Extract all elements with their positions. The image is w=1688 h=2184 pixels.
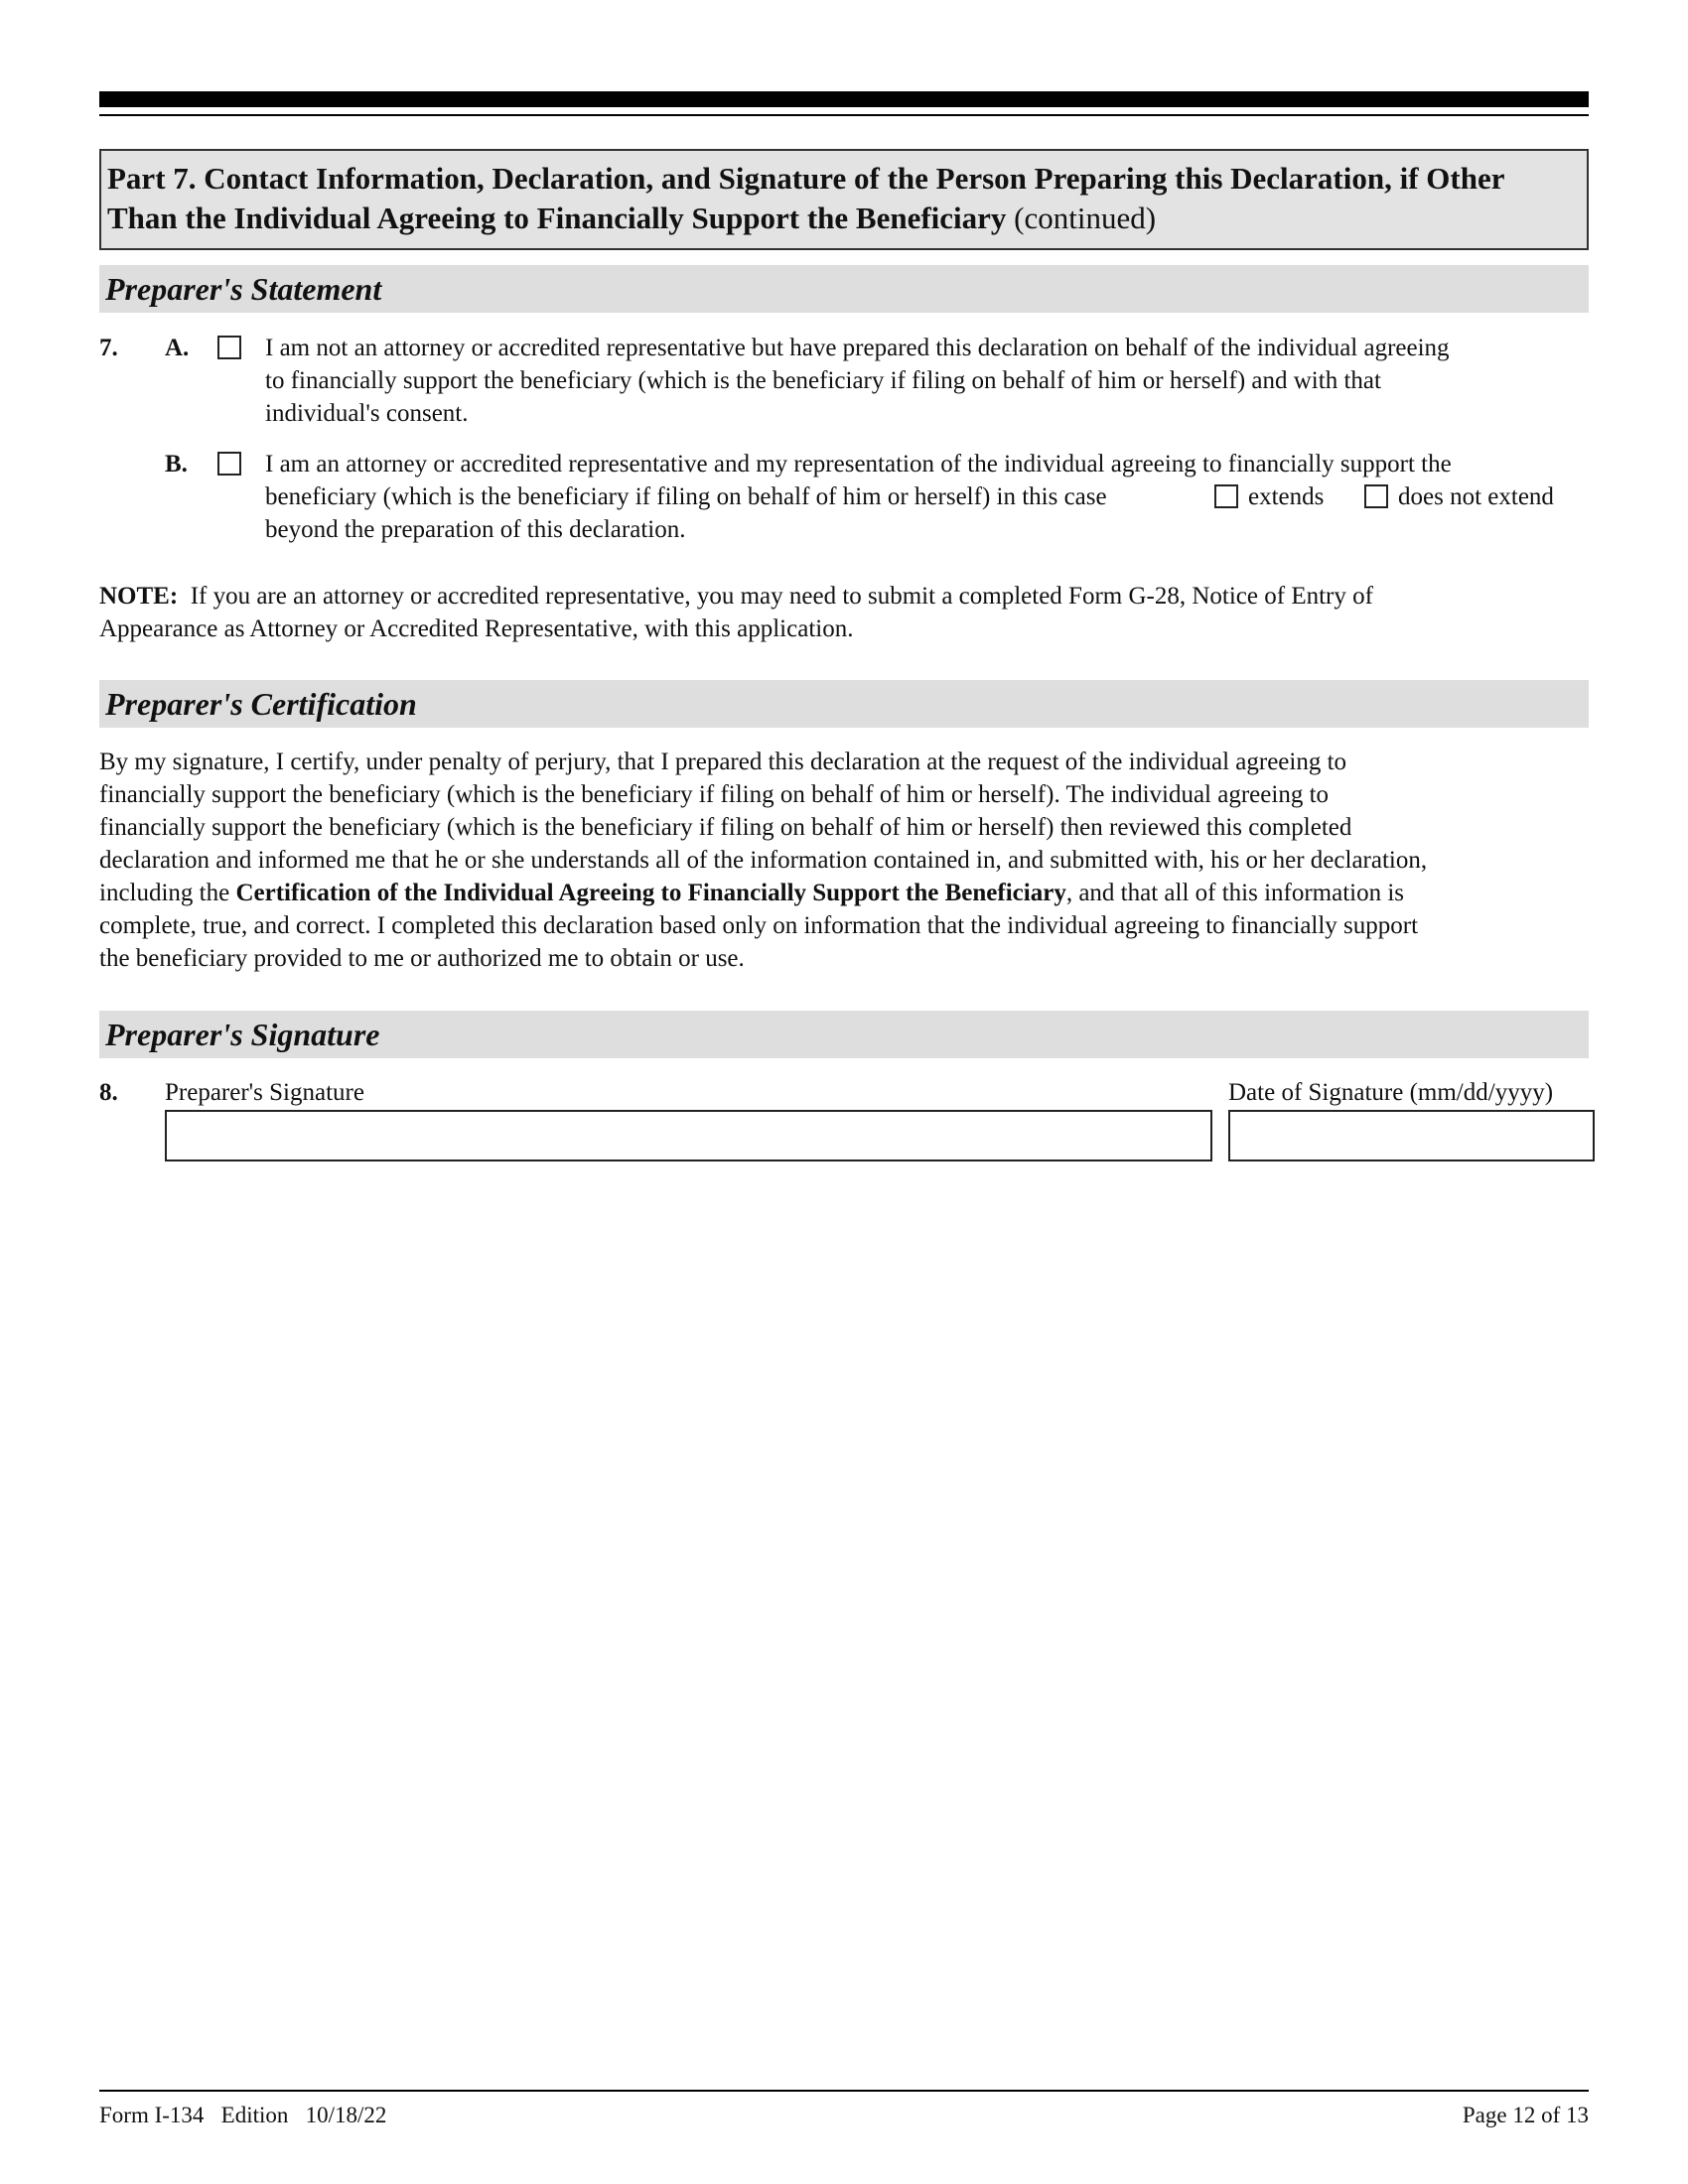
- signature-label: Preparer's Signature: [165, 1079, 364, 1106]
- top-thin-rule: [99, 114, 1589, 116]
- note-line1: [99, 580, 1373, 613]
- part-title: [107, 159, 1567, 238]
- does-not-extend-checkbox[interactable]: [1364, 484, 1388, 508]
- footer-rule: [99, 2090, 1589, 2092]
- date-of-signature-field[interactable]: [1228, 1110, 1595, 1161]
- cert-line5-bold: Certification of the Individual Agreeing to Financially Support the Beneficiary: [235, 880, 1066, 906]
- note-line2: Appearance as Attorney or Accredited Representative, with this application.: [99, 615, 854, 642]
- section-heading: Preparer's Certification: [105, 686, 417, 722]
- option-b-line2: beneficiary (which is the beneficiary if filing on behalf of him or herself) in this case: [265, 483, 1107, 510]
- item-number-8: 8.: [99, 1079, 118, 1106]
- section-preparer-certification: [99, 680, 1589, 728]
- part-title-bold: Part 7. Contact Information, Declaration, and Signature of the Person Preparing this Declaration, if Other Than the Individual Agreeing to Financially Support the Beneficiary: [107, 161, 1504, 235]
- part-title-suffix: (continued): [1014, 201, 1157, 235]
- section-preparer-statement: [99, 265, 1589, 313]
- cert-line6: complete, true, and correct. I completed this declaration based only on information that the individual agreeing to financially support: [99, 912, 1419, 939]
- cert-line7: the beneficiary provided to me or authorized me to obtain or use.: [99, 945, 745, 972]
- option-b-checkbox[interactable]: [217, 452, 241, 476]
- does-not-extend-label: does not extend: [1398, 483, 1554, 510]
- section-heading: Preparer's Signature: [105, 1017, 380, 1052]
- section-heading: Preparer's Statement: [105, 271, 382, 307]
- option-b-line3: beyond the preparation of this declaration.: [265, 516, 686, 543]
- cert-line3: financially support the beneficiary (which is the beneficiary if filing on behalf of him or herself) then reviewed this completed: [99, 814, 1352, 841]
- note-text: If you are an attorney or accredited representative, you may need to submit a completed Form G-28, Notice of Entry of: [190, 583, 1373, 610]
- option-a-line1: I am not an attorney or accredited representative but have prepared this declaration on behalf of the individual agreeing: [265, 335, 1450, 361]
- footer-form-edition: Form I-134 Edition 10/18/22: [99, 2103, 387, 2127]
- note-label: NOTE:: [99, 583, 179, 610]
- extends-label: extends: [1248, 483, 1325, 510]
- footer-page-number: Page 12 of 13: [1462, 2103, 1589, 2127]
- option-a-line3: individual's consent.: [265, 400, 469, 427]
- option-b-letter: B.: [165, 451, 188, 478]
- cert-line5: [99, 877, 1404, 909]
- cert-line5-post: , and that all of this information is: [1065, 880, 1405, 906]
- item-number-7: 7.: [99, 335, 118, 361]
- cert-line1: By my signature, I certify, under penalty of perjury, that I prepared this declaration at the request of the individual agreeing to: [99, 749, 1347, 775]
- cert-line4: declaration and informed me that he or she understands all of the information contained in, and submitted with, his or her declaration,: [99, 847, 1428, 874]
- option-a-checkbox[interactable]: [217, 336, 241, 359]
- section-preparer-signature: [99, 1011, 1589, 1058]
- top-thick-rule: [99, 91, 1589, 107]
- option-b-line1: I am an attorney or accredited representative and my representation of the individual agreeing to financially support the: [265, 451, 1452, 478]
- preparer-signature-field[interactable]: [165, 1110, 1212, 1161]
- date-label: Date of Signature (mm/dd/yyyy): [1228, 1079, 1554, 1106]
- part-header: [99, 149, 1589, 250]
- option-a-letter: A.: [165, 335, 190, 361]
- extends-checkbox[interactable]: [1214, 484, 1238, 508]
- option-a-line2: to financially support the beneficiary (which is the beneficiary if filing on behalf of him or herself) and with that: [265, 367, 1381, 394]
- cert-line5-pre: including the: [99, 880, 230, 906]
- cert-line2: financially support the beneficiary (which is the beneficiary if filing on behalf of him or herself). The individual agreeing to: [99, 781, 1330, 808]
